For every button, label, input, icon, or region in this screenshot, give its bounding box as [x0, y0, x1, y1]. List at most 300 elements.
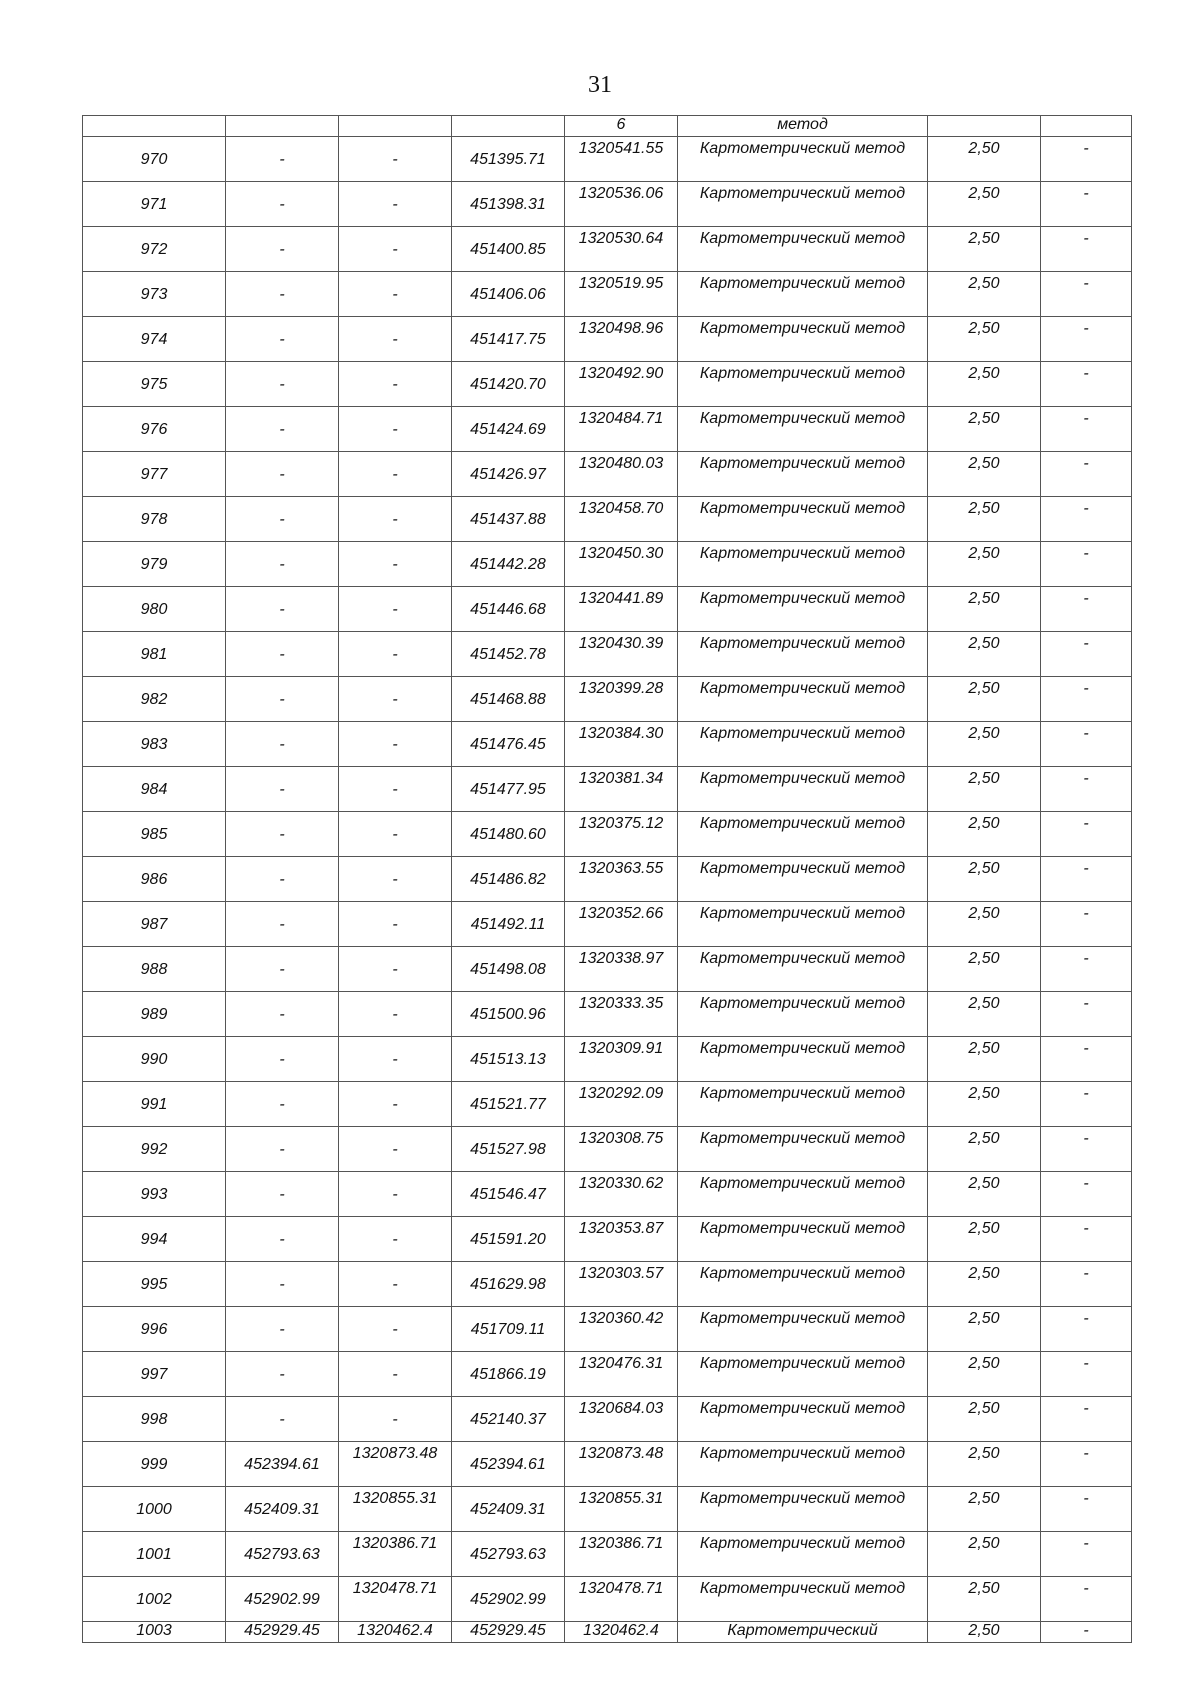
cell-point-number: 981 [83, 632, 226, 677]
cell-method: Картометрический метод [678, 1397, 928, 1442]
cell-old-y: - [339, 1397, 452, 1442]
table-row [83, 632, 1132, 677]
table-row [83, 767, 1132, 812]
table-row [83, 947, 1132, 992]
cell-old-y: - [339, 1172, 452, 1217]
cell-precision: 2,50 [928, 1127, 1041, 1172]
cell-precision: 2,50 [928, 722, 1041, 767]
cell-old-x: - [226, 902, 339, 947]
cell-method: Картометрический метод [678, 137, 928, 182]
cell-description: - [1041, 902, 1132, 947]
cell-new-y: 1320353.87 [565, 1217, 678, 1262]
cell-point-number: 999 [83, 1442, 226, 1487]
table-row [83, 362, 1132, 407]
cell-method: метод [678, 116, 928, 137]
cell-precision: 2,50 [928, 407, 1041, 452]
cell-old-x: - [226, 857, 339, 902]
cell-new-x: 451476.45 [452, 722, 565, 767]
cell-point-number: 976 [83, 407, 226, 452]
cell-precision: 2,50 [928, 1262, 1041, 1307]
cell-new-x: 451709.11 [452, 1307, 565, 1352]
cell-description: - [1041, 1172, 1132, 1217]
cell-old-y: - [339, 812, 452, 857]
cell-method: Картометрический метод [678, 587, 928, 632]
cell-old-x: 452793.63 [226, 1532, 339, 1577]
cell-old-x: - [226, 1307, 339, 1352]
cell-point-number: 1003 [83, 1622, 226, 1643]
cell-new-y: 1320384.30 [565, 722, 678, 767]
cell-method: Картометрический метод [678, 362, 928, 407]
cell-method: Картометрический метод [678, 1442, 928, 1487]
cell-description: - [1041, 1532, 1132, 1577]
cell-new-y: 1320381.34 [565, 767, 678, 812]
cell-new-y: 1320330.62 [565, 1172, 678, 1217]
cell-new-y: 1320541.55 [565, 137, 678, 182]
cell-old-y: - [339, 947, 452, 992]
cell-old-x: - [226, 1172, 339, 1217]
cell-new-y: 1320360.42 [565, 1307, 678, 1352]
cell-old-y: - [339, 137, 452, 182]
cell-precision: 2,50 [928, 1442, 1041, 1487]
table-row [83, 812, 1132, 857]
cell-new-x: 451424.69 [452, 407, 565, 452]
cell-precision: 2,50 [928, 272, 1041, 317]
cell-new-x: 451480.60 [452, 812, 565, 857]
cell-point-number: 993 [83, 1172, 226, 1217]
cell-method: Картометрический метод [678, 452, 928, 497]
cell-new-x: 452793.63 [452, 1532, 565, 1577]
table-row [83, 407, 1132, 452]
cell-new-x: 451521.77 [452, 1082, 565, 1127]
cell-new-y: 1320684.03 [565, 1397, 678, 1442]
cell-old-x: - [226, 587, 339, 632]
cell-old-x: - [226, 407, 339, 452]
cell-description: - [1041, 1352, 1132, 1397]
cell-new-x: 451398.31 [452, 182, 565, 227]
cell-precision: 2,50 [928, 1172, 1041, 1217]
cell-precision: 2,50 [928, 1352, 1041, 1397]
cell-method: Картометрический метод [678, 1262, 928, 1307]
cell-point-number: 997 [83, 1352, 226, 1397]
cell-new-x: 451500.96 [452, 992, 565, 1037]
cell-point-number: 975 [83, 362, 226, 407]
cell-old-y: - [339, 1352, 452, 1397]
cell-old-x: - [226, 992, 339, 1037]
cell-old-y: - [339, 632, 452, 677]
cell-old-x: - [226, 182, 339, 227]
table-row [83, 1172, 1132, 1217]
cell-new-y: 1320873.48 [565, 1442, 678, 1487]
cell-new-y: 1320476.31 [565, 1352, 678, 1397]
cell-old-y: 1320386.71 [339, 1532, 452, 1577]
cell-description: - [1041, 1622, 1132, 1643]
cell-point-number: 989 [83, 992, 226, 1037]
page-number: 31 [588, 72, 612, 98]
cell-old-x: - [226, 767, 339, 812]
cell-new-y: 1320338.97 [565, 947, 678, 992]
cell-precision: 2,50 [928, 317, 1041, 362]
cell-point-number: 998 [83, 1397, 226, 1442]
cell-new-y: 1320484.71 [565, 407, 678, 452]
cell-description: - [1041, 542, 1132, 587]
cell-description: - [1041, 722, 1132, 767]
cell-old-x: - [226, 227, 339, 272]
cell-new-x: 451591.20 [452, 1217, 565, 1262]
cell-point-number: 986 [83, 857, 226, 902]
cell-precision: 2,50 [928, 1307, 1041, 1352]
cell-old-y: - [339, 1082, 452, 1127]
cell-old-x: - [226, 1217, 339, 1262]
cell-method: Картометрический метод [678, 1577, 928, 1622]
cell-new-x: 451477.95 [452, 767, 565, 812]
table-row [83, 1397, 1132, 1442]
cell-precision: 2,50 [928, 452, 1041, 497]
cell-point-number: 991 [83, 1082, 226, 1127]
cell-point-number: 971 [83, 182, 226, 227]
cell-new-x: 451420.70 [452, 362, 565, 407]
cell-precision: 2,50 [928, 1217, 1041, 1262]
cell-point-number: 987 [83, 902, 226, 947]
cell-precision: 2,50 [928, 677, 1041, 722]
cell-description: - [1041, 857, 1132, 902]
cell-description: - [1041, 407, 1132, 452]
cell-new-x: 451406.06 [452, 272, 565, 317]
cell-old-y: - [339, 407, 452, 452]
cell-new-y: 1320375.12 [565, 812, 678, 857]
cell-new-x: 451452.78 [452, 632, 565, 677]
cell-new-y: 1320855.31 [565, 1487, 678, 1532]
cell-description: - [1041, 1442, 1132, 1487]
cell-description: - [1041, 1037, 1132, 1082]
cell-description: - [1041, 137, 1132, 182]
cell-old-y: 1320855.31 [339, 1487, 452, 1532]
cell-point-number: 982 [83, 677, 226, 722]
cell-method: Картометрический метод [678, 767, 928, 812]
cell-new-x: 451426.97 [452, 452, 565, 497]
cell-new-y: 1320478.71 [565, 1577, 678, 1622]
cell-method: Картометрический метод [678, 722, 928, 767]
cell-precision: 2,50 [928, 362, 1041, 407]
cell-description: - [1041, 182, 1132, 227]
cell-old-y: - [339, 542, 452, 587]
cell-method: Картометрический метод [678, 992, 928, 1037]
cell-new-y: 1320309.91 [565, 1037, 678, 1082]
table-row-partial [83, 116, 1132, 137]
cell-point-number: 988 [83, 947, 226, 992]
cell-description: - [1041, 587, 1132, 632]
cell-precision: 2,50 [928, 992, 1041, 1037]
cell-new-y: 1320386.71 [565, 1532, 678, 1577]
cell-old-x: 452902.99 [226, 1577, 339, 1622]
cell-old-y: - [339, 902, 452, 947]
cell-description: - [1041, 1082, 1132, 1127]
cell-new-y: 1320441.89 [565, 587, 678, 632]
cell-precision: 2,50 [928, 542, 1041, 587]
cell-old-y [339, 116, 452, 137]
table-row [83, 452, 1132, 497]
table-row [83, 1532, 1132, 1577]
cell-old-x: - [226, 1127, 339, 1172]
cell-point-number: 974 [83, 317, 226, 362]
cell-new-y: 1320450.30 [565, 542, 678, 587]
table-row [83, 587, 1132, 632]
cell-precision: 2,50 [928, 857, 1041, 902]
cell-old-y: - [339, 857, 452, 902]
cell-description: - [1041, 227, 1132, 272]
cell-old-y: 1320462.4 [339, 1622, 452, 1643]
cell-new-y: 6 [565, 116, 678, 137]
cell-method: Картометрический метод [678, 317, 928, 362]
cell-old-x: - [226, 497, 339, 542]
cell-new-x: 451446.68 [452, 587, 565, 632]
cell-point-number: 977 [83, 452, 226, 497]
cell-new-x: 452929.45 [452, 1622, 565, 1643]
cell-old-x: - [226, 947, 339, 992]
cell-old-x: - [226, 1262, 339, 1307]
cell-description: - [1041, 497, 1132, 542]
cell-new-x: 451395.71 [452, 137, 565, 182]
table-row [83, 1352, 1132, 1397]
cell-method: Картометрический метод [678, 1307, 928, 1352]
cell-method: Картометрический [678, 1622, 928, 1643]
table-row [83, 677, 1132, 722]
cell-point-number [83, 116, 226, 137]
cell-new-y: 1320292.09 [565, 1082, 678, 1127]
cell-new-x: 451400.85 [452, 227, 565, 272]
cell-description: - [1041, 677, 1132, 722]
cell-precision: 2,50 [928, 182, 1041, 227]
cell-precision: 2,50 [928, 1037, 1041, 1082]
cell-method: Картометрический метод [678, 1082, 928, 1127]
cell-method: Картометрический метод [678, 1352, 928, 1397]
cell-old-y: - [339, 1262, 452, 1307]
cell-old-x [226, 116, 339, 137]
cell-precision: 2,50 [928, 227, 1041, 272]
cell-old-y: - [339, 1127, 452, 1172]
cell-point-number: 979 [83, 542, 226, 587]
cell-new-x: 451492.11 [452, 902, 565, 947]
table-row [83, 1037, 1132, 1082]
cell-old-y: - [339, 722, 452, 767]
cell-old-x: - [226, 542, 339, 587]
cell-old-y: - [339, 497, 452, 542]
coordinates-table [82, 115, 1132, 1643]
cell-precision: 2,50 [928, 587, 1041, 632]
cell-method: Картометрический метод [678, 857, 928, 902]
cell-old-x: - [226, 677, 339, 722]
table-row [83, 1487, 1132, 1532]
cell-new-x: 452394.61 [452, 1442, 565, 1487]
cell-new-y: 1320480.03 [565, 452, 678, 497]
cell-point-number: 1002 [83, 1577, 226, 1622]
cell-old-x: - [226, 362, 339, 407]
cell-old-y: - [339, 227, 452, 272]
cell-method: Картометрический метод [678, 677, 928, 722]
cell-method: Картометрический метод [678, 1532, 928, 1577]
cell-new-x [452, 116, 565, 137]
cell-old-y: - [339, 182, 452, 227]
cell-old-x: 452409.31 [226, 1487, 339, 1532]
cell-new-x: 451437.88 [452, 497, 565, 542]
cell-precision: 2,50 [928, 902, 1041, 947]
table-row [83, 1307, 1132, 1352]
cell-method: Картометрический метод [678, 272, 928, 317]
cell-method: Картометрический метод [678, 1127, 928, 1172]
cell-precision: 2,50 [928, 632, 1041, 677]
cell-new-y: 1320352.66 [565, 902, 678, 947]
cell-new-x: 451486.82 [452, 857, 565, 902]
cell-old-y: 1320873.48 [339, 1442, 452, 1487]
cell-old-y: - [339, 272, 452, 317]
cell-new-x: 451866.19 [452, 1352, 565, 1397]
cell-old-y: - [339, 317, 452, 362]
cell-new-y: 1320462.4 [565, 1622, 678, 1643]
cell-precision: 2,50 [928, 137, 1041, 182]
cell-new-x: 451527.98 [452, 1127, 565, 1172]
cell-method: Картометрический метод [678, 632, 928, 677]
cell-new-y: 1320536.06 [565, 182, 678, 227]
table-row [83, 227, 1132, 272]
cell-description: - [1041, 947, 1132, 992]
table-row [83, 1127, 1132, 1172]
table-row [83, 902, 1132, 947]
cell-old-x: - [226, 1037, 339, 1082]
cell-old-y: - [339, 1217, 452, 1262]
table-row [83, 1442, 1132, 1487]
cell-new-y: 1320458.70 [565, 497, 678, 542]
cell-precision: 2,50 [928, 947, 1041, 992]
cell-old-x: - [226, 632, 339, 677]
cell-point-number: 996 [83, 1307, 226, 1352]
cell-description [1041, 116, 1132, 137]
cell-old-x: - [226, 1352, 339, 1397]
cell-precision: 2,50 [928, 1082, 1041, 1127]
cell-old-y: - [339, 992, 452, 1037]
cell-old-x: - [226, 722, 339, 767]
cell-old-y: - [339, 587, 452, 632]
cell-description: - [1041, 1217, 1132, 1262]
cell-new-x: 451498.08 [452, 947, 565, 992]
cell-new-x: 452140.37 [452, 1397, 565, 1442]
cell-old-x: - [226, 272, 339, 317]
cell-old-x: 452929.45 [226, 1622, 339, 1643]
cell-precision: 2,50 [928, 1487, 1041, 1532]
cell-point-number: 1000 [83, 1487, 226, 1532]
cell-description: - [1041, 1127, 1132, 1172]
table-row [83, 272, 1132, 317]
cell-old-x: - [226, 812, 339, 857]
cell-description: - [1041, 992, 1132, 1037]
cell-old-x: - [226, 317, 339, 362]
cell-new-y: 1320363.55 [565, 857, 678, 902]
table-row [83, 182, 1132, 227]
table-row [83, 857, 1132, 902]
cell-method: Картометрический метод [678, 947, 928, 992]
table-row [83, 1082, 1132, 1127]
cell-precision: 2,50 [928, 767, 1041, 812]
cell-description: - [1041, 1262, 1132, 1307]
cell-point-number: 992 [83, 1127, 226, 1172]
cell-description: - [1041, 362, 1132, 407]
cell-new-y: 1320308.75 [565, 1127, 678, 1172]
table-row [83, 1262, 1132, 1307]
cell-point-number: 980 [83, 587, 226, 632]
cell-new-y: 1320430.39 [565, 632, 678, 677]
cell-precision: 2,50 [928, 1577, 1041, 1622]
cell-new-x: 451546.47 [452, 1172, 565, 1217]
cell-old-x: - [226, 1397, 339, 1442]
cell-new-x: 452409.31 [452, 1487, 565, 1532]
cell-point-number: 970 [83, 137, 226, 182]
cell-old-x: - [226, 452, 339, 497]
cell-description: - [1041, 1577, 1132, 1622]
cell-point-number: 973 [83, 272, 226, 317]
cell-new-x: 451513.13 [452, 1037, 565, 1082]
cell-old-y: - [339, 677, 452, 722]
cell-old-x: 452394.61 [226, 1442, 339, 1487]
cell-method: Картометрический метод [678, 1037, 928, 1082]
cell-precision: 2,50 [928, 1532, 1041, 1577]
cell-old-y: - [339, 362, 452, 407]
cell-method: Картометрический метод [678, 1172, 928, 1217]
cell-point-number: 983 [83, 722, 226, 767]
table-row [83, 1217, 1132, 1262]
cell-new-y: 1320498.96 [565, 317, 678, 362]
cell-new-y: 1320519.95 [565, 272, 678, 317]
cell-description: - [1041, 812, 1132, 857]
cell-method: Картометрический метод [678, 902, 928, 947]
table-row [83, 1577, 1132, 1622]
cell-precision: 2,50 [928, 1622, 1041, 1643]
cell-old-y: - [339, 1307, 452, 1352]
cell-point-number: 984 [83, 767, 226, 812]
table-row [83, 542, 1132, 587]
cell-new-y: 1320399.28 [565, 677, 678, 722]
cell-description: - [1041, 452, 1132, 497]
table-row [83, 497, 1132, 542]
cell-old-y: - [339, 1037, 452, 1082]
cell-point-number: 972 [83, 227, 226, 272]
cell-method: Картометрический метод [678, 812, 928, 857]
cell-point-number: 994 [83, 1217, 226, 1262]
table-row [83, 317, 1132, 362]
cell-old-y: 1320478.71 [339, 1577, 452, 1622]
cell-description: - [1041, 272, 1132, 317]
cell-point-number: 1001 [83, 1532, 226, 1577]
table-row [83, 722, 1132, 767]
cell-new-x: 451417.75 [452, 317, 565, 362]
cell-precision: 2,50 [928, 497, 1041, 542]
cell-new-x: 451629.98 [452, 1262, 565, 1307]
cell-old-x: - [226, 137, 339, 182]
cell-method: Картометрический метод [678, 542, 928, 587]
cell-new-x: 451468.88 [452, 677, 565, 722]
cell-new-y: 1320530.64 [565, 227, 678, 272]
table-row [83, 992, 1132, 1037]
cell-old-y: - [339, 452, 452, 497]
cell-description: - [1041, 1487, 1132, 1532]
cell-new-y: 1320303.57 [565, 1262, 678, 1307]
cell-precision: 2,50 [928, 812, 1041, 857]
table-row [83, 137, 1132, 182]
cell-point-number: 990 [83, 1037, 226, 1082]
cell-new-y: 1320333.35 [565, 992, 678, 1037]
cell-point-number: 985 [83, 812, 226, 857]
cell-description: - [1041, 767, 1132, 812]
cell-point-number: 978 [83, 497, 226, 542]
table-row-partial [83, 1622, 1132, 1643]
cell-description: - [1041, 317, 1132, 362]
